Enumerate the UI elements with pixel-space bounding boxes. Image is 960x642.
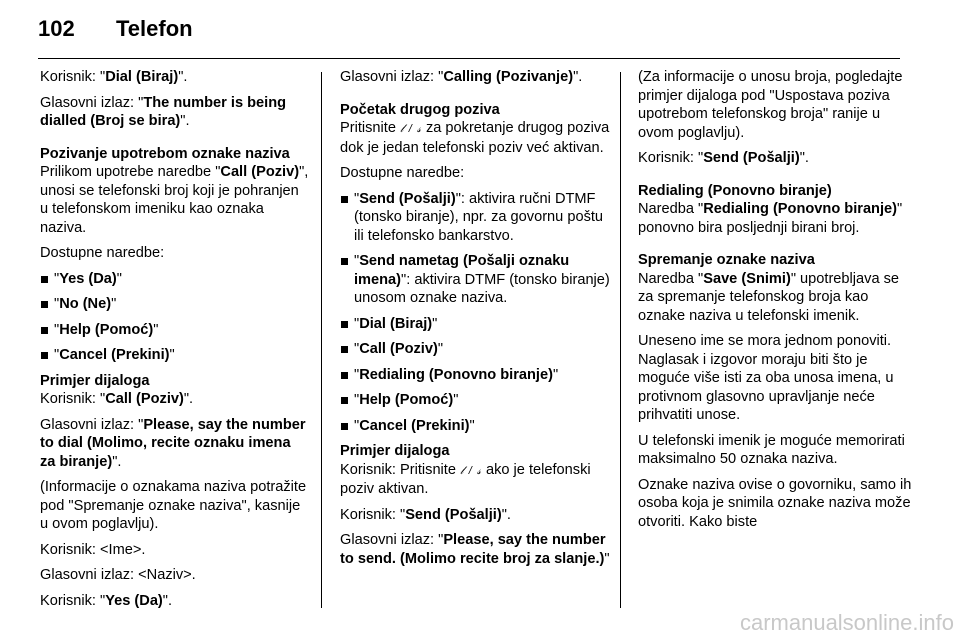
- header-rule: [38, 58, 900, 59]
- column-3: [638, 68, 912, 538]
- section-heading: Primjer dijaloga: [40, 372, 150, 389]
- paragraph: Prilikom upotrebe naredbe "Call (Poziv)", unosi se telefonski broj koji je pohranjen u telefonskom imeniku kao oznaka naziva.: [40, 164, 309, 236]
- chapter-title: Telefon: [116, 16, 193, 41]
- section-heading: Početak drugog poziva: [340, 101, 500, 118]
- column-2: [340, 68, 610, 575]
- paragraph: Pritisnite 𝓁 / 𝓈 za pokretanje drugog poziva dok je jedan telefonski poziv već aktivan.: [340, 120, 610, 156]
- column-divider-1: [321, 72, 322, 608]
- paragraph: (Za informacije o unosu broja, pogledajte primjer dijaloga pod "Uspostava poziva upotrebom telefonskog broja" ranije u ovom poglavlju).: [638, 69, 903, 141]
- column-1: [40, 68, 310, 617]
- section-heading: Primjer dijaloga: [340, 443, 450, 459]
- page-number: 102: [38, 16, 75, 41]
- paragraph: Oznake naziva ovise o govorniku, samo ih osoba koja je snimila oznake naziva može otvoriti. Kako biste: [638, 476, 912, 530]
- list-item: "No (Ne)": [40, 295, 310, 314]
- command-list: [340, 190, 610, 436]
- paragraph: (Informacije o oznakama naziva potražite pod "Spremanje oznake naziva", kasnije u ovom poglavlju).: [40, 479, 307, 532]
- list-item: "Send (Pošalji)": aktivira ručni DTMF (tonsko biranje), npr. za govornu poštu ili telefonsko bankarstvo.: [340, 190, 610, 246]
- phone-icon: 𝓁 / 𝓈: [400, 123, 422, 135]
- paragraph: Korisnik: "Dial (Biraj)".: [40, 69, 188, 85]
- paragraph: Korisnik: "Send (Pošalji)".: [638, 150, 809, 166]
- list-item: "Yes (Da)": [40, 270, 310, 289]
- paragraph: Naredba "Save (Snimi)" upotrebljava se za spremanje telefonskog broja kao oznake naziva u telefonski imenik.: [638, 270, 900, 324]
- paragraph: Korisnik: "Call (Poziv)".: [40, 391, 194, 407]
- section-heading: Spremanje oznake naziva: [638, 252, 815, 268]
- list-item: "Help (Pomoć)": [40, 321, 310, 340]
- paragraph: Dostupne naredbe:: [340, 165, 465, 181]
- paragraph: Glasovni izlaz: "Calling (Pozivanje)".: [340, 69, 583, 85]
- paragraph: Korisnik: "Yes (Da)".: [40, 592, 173, 609]
- paragraph: U telefonski imenik je moguće memorirati maksimalno 50 oznaka naziva.: [638, 432, 905, 467]
- paragraph: Glasovni izlaz: "Please, say the number to send. (Molimo recite broj za slanje.)": [340, 532, 610, 567]
- section-heading: Redialing (Ponovno biranje): [638, 182, 832, 199]
- paragraph: Korisnik: "Send (Pošalji)".: [340, 506, 511, 523]
- list-item: "Cancel (Prekini)": [340, 417, 610, 436]
- column-divider-2: [620, 72, 621, 608]
- paragraph: Korisnik: Pritisnite 𝓁 / 𝓈 ako je telefonski poziv aktivan.: [340, 461, 591, 497]
- watermark: carmanualsonline.info: [739, 610, 954, 635]
- paragraph: Glasovni izlaz: <Naziv>.: [40, 567, 196, 583]
- list-item: "Help (Pomoć)": [340, 391, 610, 410]
- paragraph: Glasovni izlaz: "The number is being dialled (Broj se bira)".: [40, 94, 287, 129]
- list-item: "Cancel (Prekini)": [40, 346, 310, 365]
- paragraph: Dostupne naredbe:: [40, 245, 165, 261]
- list-item: "Dial (Biraj)": [340, 315, 610, 334]
- list-item: "Call (Poziv)": [340, 340, 610, 359]
- paragraph: Uneseno ime se mora jednom ponoviti. Naglasak i izgovor moraju biti što je moguće više isti za oba unosa imena, u protivnom glasovno upravljanje neće prihvatiti unose.: [638, 333, 894, 423]
- section-heading: Pozivanje upotrebom oznake naziva: [40, 145, 290, 162]
- list-item: "Redialing (Ponovno biranje)": [340, 366, 610, 385]
- list-item: "Send nametag (Pošalji oznaku imena)": aktivira DTMF (tonsko biranje) unosom oznake naziva.: [340, 252, 610, 308]
- paragraph: Glasovni izlaz: "Please, say the number to dial (Molimo, recite oznaku imena za biranje)".: [40, 416, 306, 470]
- page-header: [38, 16, 193, 48]
- paragraph: Naredba "Redialing (Ponovno biranje)" ponovno bira posljednji birani broj.: [638, 201, 903, 236]
- command-list: [40, 270, 310, 365]
- paragraph: Korisnik: <Ime>.: [40, 541, 146, 558]
- phone-icon: 𝓁 / 𝓈: [460, 464, 482, 477]
